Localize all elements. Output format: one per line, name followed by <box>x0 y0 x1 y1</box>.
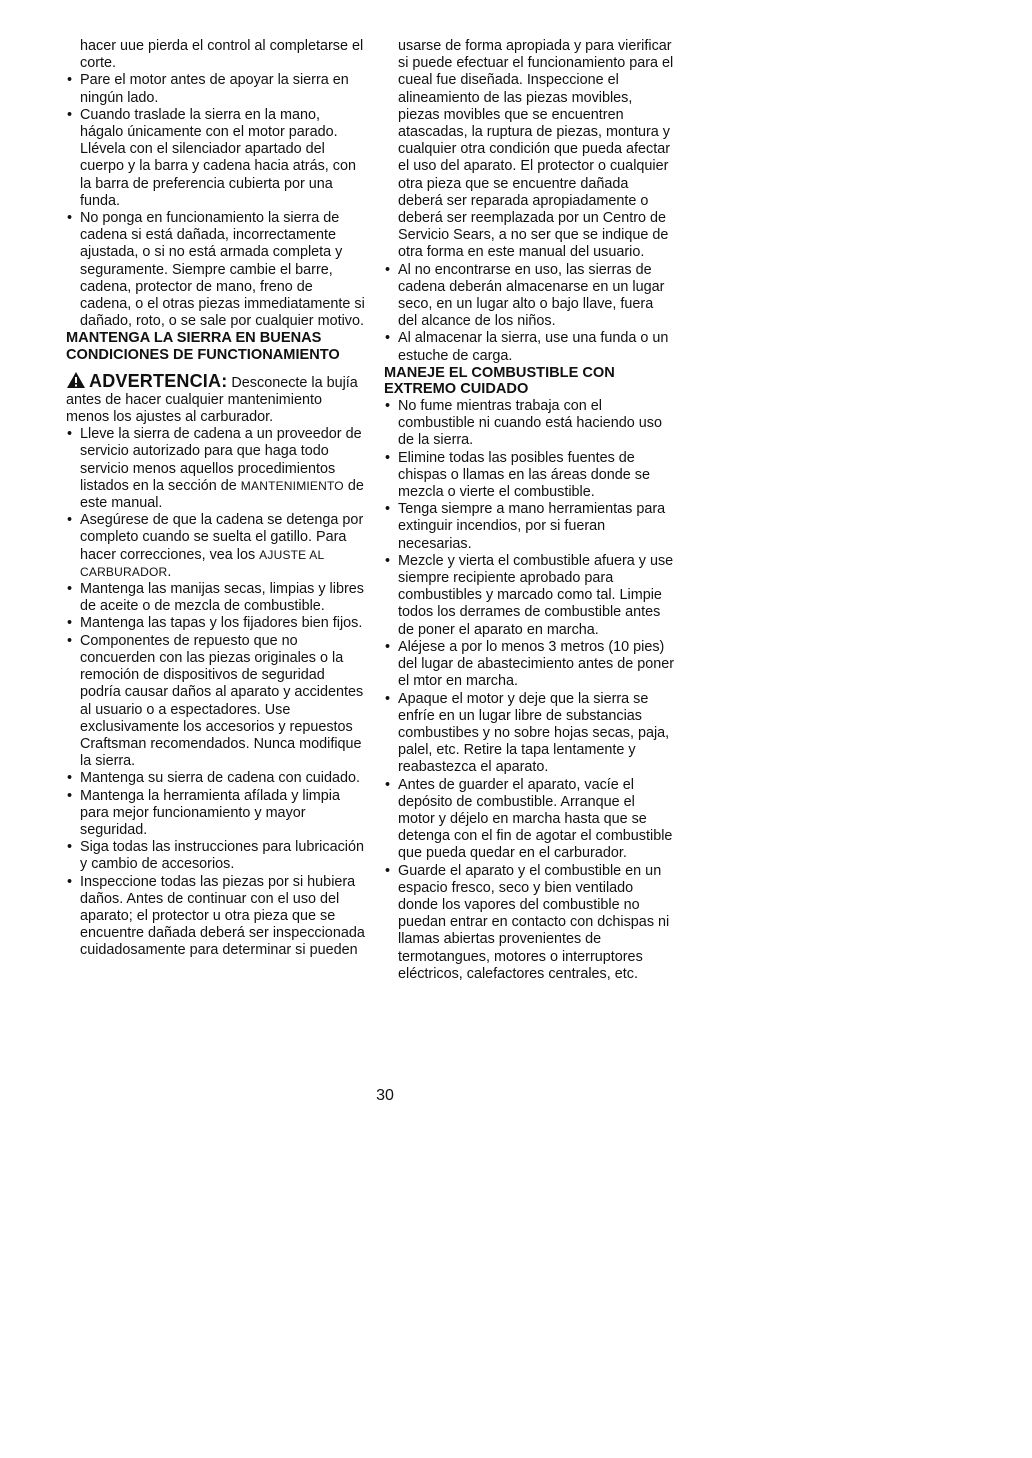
bullet-list-top <box>66 72 366 330</box>
section-heading-maintenance: MANTENGA LA SIERRA EN BUENAS CONDICIONES DE FUNCTIONAMIENTO <box>66 330 340 364</box>
warning-label: ADVERTENCIA: <box>89 370 228 391</box>
intro-continuation: hacer uue pierda el control al completarse el corte. <box>80 38 364 72</box>
section-heading-fuel: MANEJE EL COMBUSTIBLE CON EXTREMO CUIDADO <box>384 364 615 398</box>
list-item: • Pare el motor antes de apoyar la sierra en ningún lado. <box>66 72 366 106</box>
list-item: • Componentes de repuesto que no concuerden con las piezas originales o la remoción de dispositivos de seguridad podría causar daños al aparato y accidentes al usuario o a espectadores. Use exclusivamente los accesorios y repuestos Craftsman recomendados. Nunca modifique la sierra. <box>66 633 366 771</box>
inspection-continuation: usarse de forma apropiada y para vierificar si puede efectuar el funcionamiento para el cueal fue diseñada. Inspeccione el alineamiento de las piezas movibles, piezas movibles que se encuentren atascadas, la ruptura de piezas, montura y cualquier otra condición que pueda afectar el uso del aparato. El protector o cualquier otra pieza que se encuentre dañada deberá ser reparada apropiadamente o deberá ser reemplazada por un Centro de Servicio Sears, a no ser que se indique de otra forma en este manual del usuario. <box>398 38 674 261</box>
list-item: • Antes de guarder el aparato, vacíe el depósito de combustible. Arranque el motor y déjelo en marcha hasta que se detenga con el fin de agotar el combustible que pueda quedar en el carburador. <box>384 777 674 863</box>
list-item: • Elimine todas las posibles fuentes de chispas o llamas en las áreas donde se mezcla o vierte el combustible. <box>384 450 674 502</box>
list-item: • No fume mientras trabaja con el combustible ni cuando está haciendo uso de la sierra. <box>384 398 674 450</box>
list-item: • Inspeccione todas las piezas por si hubiera daños. Antes de continuar con el uso del aparato; el protector u otra pieza que se encuentre dañada deberá ser inspeccionada cuidadosamente para determinar si pueden <box>66 874 366 960</box>
list-item: • Al no encontrarse en uso, las sierras de cadena deberán almacenarse en un lugar seco, en un lugar alto o bajo llave, fuera del alcance de los niños. <box>384 262 674 331</box>
list-item: • Mantenga su sierra de cadena con cuidado. <box>66 770 366 787</box>
bullet-list-storage <box>384 262 674 365</box>
list-item: • Tenga siempre a mano herramientas para extinguir incendios, por si fueran necesarias. <box>384 501 674 553</box>
list-item: • Siga todas las instrucciones para lubricación y cambio de accesorios. <box>66 839 366 873</box>
bullet-list-fuel <box>384 398 674 983</box>
list-item: • Al almacenar la sierra, use una funda o un estuche de carga. <box>384 330 674 364</box>
list-item: • No ponga en funcionamiento la sierra de cadena si está dañada, incorrectamente ajustada, o si no está armada completa y seguramente. Siempre cambie el barre, cadena, protector de mano, freno de cadena, o el otras piezas immediatamente si dañado, roto, o se sale por cualquier motivo. <box>66 210 366 330</box>
list-item: • Mantenga las tapas y los fijadores bien fijos. <box>66 615 366 632</box>
list-item: • Apaque el motor y deje que la sierra se enfríe en un lugar libre de substancias combustibes y no sobre hojas secas, paja, palel, etc. Retire la tapa lentamente y reabastezca el aparato. <box>384 691 674 777</box>
list-item: • Mantenga las manijas secas, limpias y libres de aceite o de mezcla de combustible. <box>66 581 366 615</box>
list-item: • Mantenga la herramienta afílada y limpia para mejor funcionamiento y mayor seguridad. <box>66 788 366 840</box>
list-item: • Mezcle y vierta el combustible afuera y use siempre recipiente aprobado para combustibles y marcado como tal. Limpie todos los derrames de combustible antes de poner el aparato en marcha. <box>384 553 674 639</box>
warning-triangle-icon <box>66 371 86 389</box>
list-item: • Lleve la sierra de cadena a un proveedor de servicio autorizado para que haga todo servicio menos aquellos procedimientos listados en la sección de MANTENIMIENTO de este manual. <box>66 426 366 512</box>
warning-notice <box>66 371 366 427</box>
page-number: 30 <box>376 1087 394 1104</box>
bullet-list-maintenance <box>66 426 366 959</box>
right-column <box>384 38 674 983</box>
section-reference: AJUSTE AL CARBURADOR <box>80 547 324 579</box>
list-item: • Aléjese a por lo menos 3 metros (10 pies) del lugar de abastecimiento antes de poner el mtor en marcha. <box>384 639 674 691</box>
list-item: • Guarde el aparato y el combustible en un espacio fresco, seco y bien ventilado donde los vapores del combustible no puedan entrar en contacto con dchispas ni llamas abiertas provenientes de termotangues, motores o interruptores eléctricos, calefactores centrales, etc. <box>384 863 674 983</box>
list-item: • Asegúrese de que la cadena se detenga por completo cuando se suelta el gatillo. Para hacer correcciones, vea los AJUSTE AL CARBURADOR. <box>66 512 366 581</box>
warning-text: Desconecte la bujía antes de hacer cualquier mantenimiento menos los ajustes al carburador. <box>66 374 358 426</box>
section-reference: MANTENIMIENTO <box>240 478 344 493</box>
left-column <box>66 38 366 960</box>
list-item: • Cuando traslade la sierra en la mano, hágalo únicamente con el motor parado. Llévela con el silenciador apartado del cuerpo y la barra y cadena hacia atrás, con la barra de preferencia cubierta por una funda. <box>66 107 366 210</box>
